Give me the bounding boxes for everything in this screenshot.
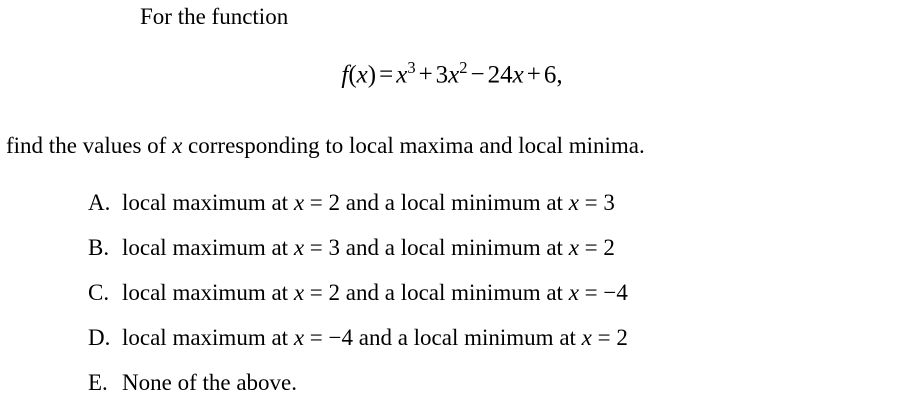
term1-exponent: 3 bbox=[407, 58, 416, 77]
choice-c-text-1: local maximum at bbox=[122, 280, 289, 305]
choice-d-value-1: = −4 bbox=[309, 325, 353, 350]
operator-plus: + bbox=[418, 61, 433, 89]
equation-equals: = bbox=[379, 61, 394, 89]
choice-e-text-1: None of the above. bbox=[122, 370, 297, 395]
choice-b-value-2: = 2 bbox=[584, 235, 615, 260]
operator-plus-2: + bbox=[526, 61, 541, 89]
choice-b-text-1: local maximum at bbox=[122, 235, 289, 260]
choice-b-var-1: x bbox=[293, 235, 305, 260]
equation-paren-close: ) bbox=[367, 61, 377, 89]
term2-coefficient: 3 bbox=[435, 61, 449, 89]
term2-base: x bbox=[448, 61, 460, 89]
equation-paren-open: ( bbox=[348, 61, 357, 89]
choice-c-var-2: x bbox=[568, 280, 579, 305]
choice-b-text-2: and a local minimum at bbox=[345, 235, 563, 260]
term3-base: x bbox=[512, 61, 524, 89]
choice-c-value-1: = 2 bbox=[309, 280, 341, 305]
choice-b[interactable] bbox=[88, 225, 898, 270]
choice-e[interactable] bbox=[88, 360, 898, 405]
choice-e-label: E. bbox=[88, 370, 108, 395]
choice-a-text-2: and a local minimum at bbox=[345, 190, 563, 215]
prompt-variable: x bbox=[172, 133, 183, 158]
choice-c[interactable] bbox=[88, 270, 898, 315]
choice-a[interactable] bbox=[88, 180, 898, 225]
choice-a-text-1: local maximum at bbox=[122, 190, 289, 215]
choice-c-text-2: and a local minimum at bbox=[345, 280, 563, 305]
choice-a-value-1: = 2 bbox=[309, 190, 341, 215]
term4-constant: 6 bbox=[543, 61, 557, 89]
answer-choices-list bbox=[88, 180, 898, 405]
equation-argument: x bbox=[356, 61, 368, 89]
term3-coefficient: 24 bbox=[487, 61, 513, 89]
term2-exponent: 2 bbox=[459, 58, 468, 77]
equation-trailing-comma: , bbox=[556, 61, 563, 89]
function-equation bbox=[0, 58, 904, 89]
choice-d-text-2: and a local minimum at bbox=[358, 325, 576, 350]
choice-a-value-2: = 3 bbox=[584, 190, 615, 215]
problem-intro: For the function bbox=[140, 4, 289, 29]
choice-c-label: C. bbox=[88, 280, 110, 305]
choice-b-var-2: x bbox=[568, 235, 579, 260]
prompt-text-after: corresponding to local maxima and local minima. bbox=[188, 133, 645, 158]
choice-a-label: A. bbox=[88, 190, 111, 215]
equation-function-name: f bbox=[341, 61, 349, 89]
choice-d-label: D. bbox=[88, 325, 111, 350]
choice-d[interactable] bbox=[88, 315, 898, 360]
choice-a-var-2: x bbox=[568, 190, 579, 215]
operator-minus: − bbox=[470, 61, 485, 89]
prompt-text-before: find the values of bbox=[6, 133, 167, 158]
choice-c-var-1: x bbox=[293, 280, 305, 305]
choice-c-value-2: = −4 bbox=[584, 280, 628, 305]
choice-d-var-2: x bbox=[581, 325, 592, 350]
choice-d-var-1: x bbox=[293, 325, 305, 350]
choice-d-value-2: = 2 bbox=[597, 325, 628, 350]
choice-b-value-1: = 3 bbox=[309, 235, 341, 260]
problem-prompt bbox=[6, 130, 645, 162]
choice-d-text-1: local maximum at bbox=[122, 325, 289, 350]
choice-b-label: B. bbox=[88, 235, 110, 260]
term1-base: x bbox=[396, 61, 408, 89]
choice-a-var-1: x bbox=[293, 190, 305, 215]
